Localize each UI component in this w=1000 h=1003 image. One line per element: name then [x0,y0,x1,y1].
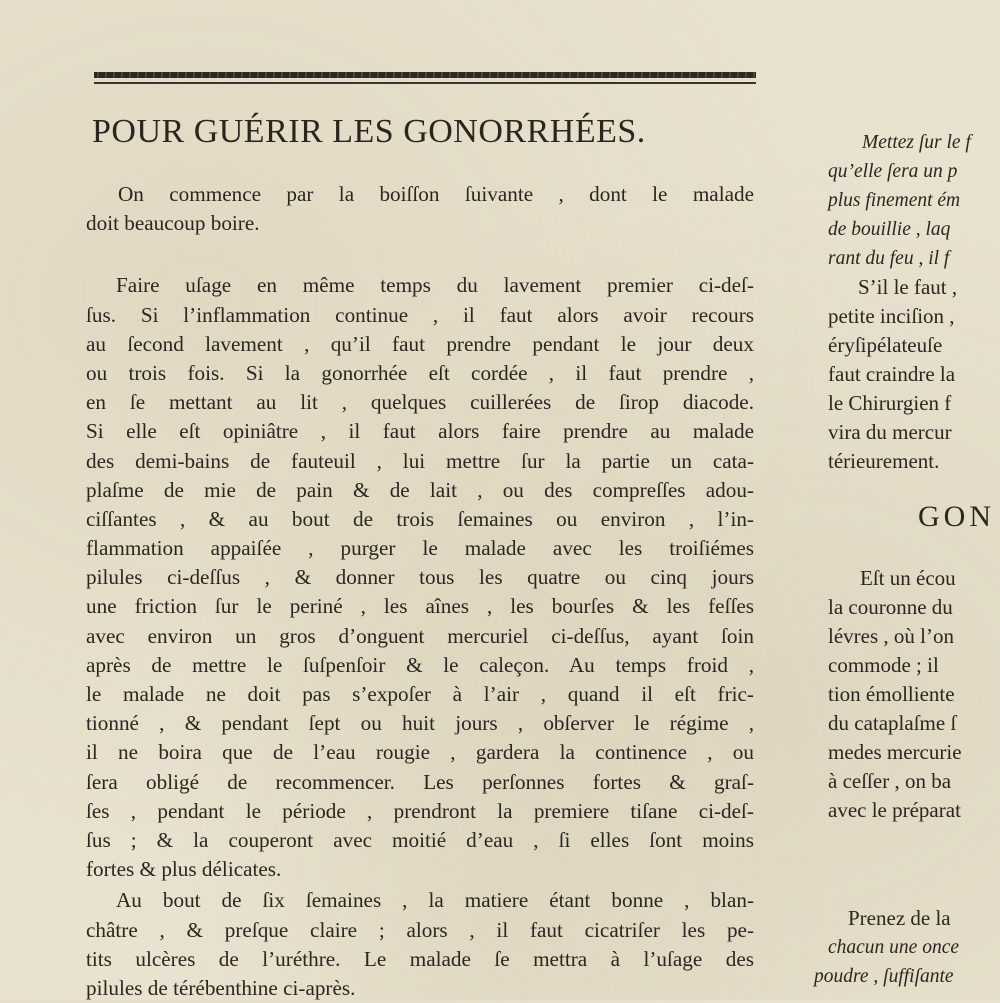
adjacent-line: tion émolliente [828,682,955,706]
adjacent-line: le Chirurgien f [828,391,952,415]
paragraph-3 [86,886,754,1003]
text-line: ſes , pendant le période , prendront la premiere tiſane ci-deſ- [86,798,754,823]
adjacent-page-column [814,128,1000,1000]
text-line: ſus. Si l’inflammation continue , il faut alors avoir recours [86,302,754,327]
adjacent-line: Mettez ſur le f [862,132,971,153]
text-line: au ſecond lavement , qu’il faut prendre pendant le jour deux [86,331,754,356]
adjacent-line: térieurement. [828,449,940,473]
paragraph-gap [86,238,754,271]
adjacent-line: vira du mercur [828,420,952,444]
adjacent-line: plus finement ém [828,190,961,211]
paragraph-1 [86,180,754,238]
adjacent-line: chacun une once [828,937,960,958]
text-line: ou trois fois. Si la gonorrhée eſt cordée , il faut prendre , [86,360,754,385]
text-line: fortes & plus délicates. [86,857,282,882]
text-line: Si elle eſt opiniâtre , il faut alors faire prendre au malade [86,419,754,444]
text-line: ſera obligé de recommencer. Les perſonnes fortes & graſ- [86,769,754,794]
adjacent-line: Eſt un écou [860,566,956,590]
adjacent-line: S’il le faut , [858,275,958,299]
text-line: tionné , & pendant ſept ou huit jours , obſerver le régime , [86,711,754,736]
adjacent-line: à ceſſer , on ba [828,769,952,793]
adjacent-line: de bouillie , laq [828,219,951,240]
text-line: doit beaucoup boire. [86,211,260,236]
adjacent-line: la couronne du [828,595,953,619]
adjacent-line: poudre , ſuffiſante [814,966,954,987]
text-line: pilules de térébenthine ci-après. [86,975,356,1000]
text-line: pilules ci-deſſus , & donner tous les quatre ou cinq jours [86,565,754,590]
text-line: après de mettre le ſuſpenſoir & le caleçon. Au temps froid , [86,652,754,677]
adjacent-line: rant du feu , il f [828,248,950,269]
adjacent-line: avec le préparat [828,798,961,822]
adjacent-line: Prenez de la [848,906,951,930]
text-line: châtre , & preſque claire ; alors , il faut cicatriſer les pe- [86,917,754,942]
text-line: ſus ; & la couperont avec moitié d’eau , ſi elles ſont moins [86,827,754,852]
adjacent-line: du cataplaſme ſ [828,711,957,735]
text-line: ciſſantes , & au bout de trois ſemaines ou environ , l’in- [86,506,754,531]
text-line: le malade ne doit pas s’expoſer à l’air , quand il eſt fric- [86,682,754,706]
adjacent-line: lévres , où l’on [828,624,954,648]
text-line: Faire uſage en même temps du lavement premier ci-deſ- [116,273,754,298]
text-line: en ſe mettant au lit , quelques cuillerées de ſirop diacode. [86,390,754,415]
adjacent-line: qu’elle ſera un p [828,161,958,182]
adjacent-line: commode ; il [828,653,939,677]
adjacent-line: petite inciſion , [828,304,955,328]
header-rule-thick [94,72,756,78]
adjacent-line: faut craindre la [828,362,956,386]
adjacent-heading: GON [918,500,995,533]
text-line: avec environ un gros d’onguent mercuriel ci-deſſus, ayant ſoin [86,623,754,648]
adjacent-line: medes mercurie [828,740,962,764]
page-title: POUR GUÉRIR LES GONORRHÉES. [92,113,646,150]
text-line: On commence par la boiſſon ſuivante , dont le malade [118,182,754,206]
header-rule [94,72,756,86]
header-rule-thin [94,82,756,84]
text-line: tits ulcères de l’uréthre. Le malade ſe mettra à l’uſage des [86,946,754,971]
main-text-column [86,180,754,1003]
text-line: Au bout de ſix ſemaines , la matiere étant bonne , blan- [116,888,754,913]
text-line: une friction ſur le periné , les aînes , les bourſes & les feſſes [86,594,754,619]
text-line: il ne boira que de l’eau rougie , gardera la continence , ou [86,740,754,765]
text-line: flammation appaiſée , purger le malade avec les troiſiémes [86,536,754,561]
paragraph-2 [86,271,754,884]
adjacent-line: éryſipélateuſe [828,333,943,357]
text-line: des demi-bains de fauteuil , lui mettre ſur la partie un cata- [86,448,754,473]
text-line: plaſme de mie de pain & de lait , ou des compreſſes adou- [86,477,754,502]
